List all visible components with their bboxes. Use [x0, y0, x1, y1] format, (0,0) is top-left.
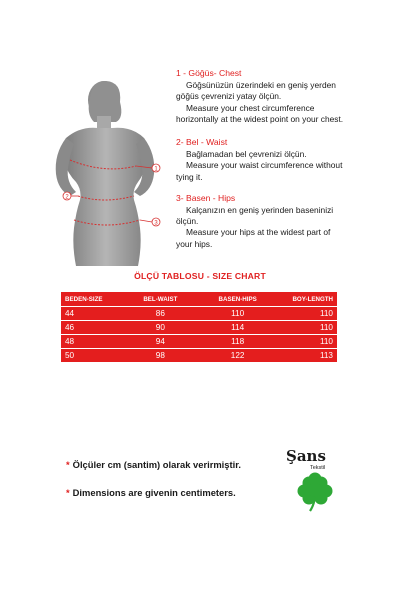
table-cell: 122	[230, 351, 245, 361]
instruction-hips	[176, 193, 376, 250]
instruction-chest	[176, 68, 376, 125]
clover-icon	[294, 471, 336, 513]
table-cell: 110	[199, 307, 276, 321]
table-cell: 110	[276, 321, 337, 335]
table-cell: 46	[61, 321, 122, 335]
size-chart-title: ÖLÇÜ TABLOSU - SIZE CHART	[134, 271, 266, 281]
instruction-line: Bağlamadan bel çevrenizi ölçün.	[186, 149, 307, 160]
table-cell: 50	[65, 351, 75, 361]
measurement-instructions	[176, 68, 376, 257]
asterisk: *	[66, 487, 70, 498]
table-cell: 113	[319, 351, 333, 361]
instruction-line: horizontally at the widest point on your chest.	[176, 113, 344, 124]
instruction-line: your hips.	[176, 238, 213, 249]
instruction-title: 1 - Göğüs- Chest	[176, 68, 242, 78]
table-row	[61, 321, 337, 335]
table-header-row	[61, 292, 337, 307]
note-turkish	[66, 459, 241, 470]
instruction-line: tying it.	[176, 171, 203, 182]
column-header: BEDEN-SIZE	[61, 292, 122, 307]
logo-subtitle: Tekstil	[310, 465, 326, 471]
note-text: Ölçüler cm (santim) olarak verirmiştir.	[72, 459, 241, 470]
instruction-line: ölçün.	[176, 216, 199, 227]
table-cell: 118	[199, 335, 276, 349]
table-row	[61, 349, 337, 362]
table-row	[61, 335, 337, 349]
instruction-waist	[176, 137, 376, 183]
table-cell: 110	[276, 335, 337, 349]
svg-text:2: 2	[65, 194, 69, 201]
size-chart-table	[61, 292, 337, 362]
instruction-line: Measure your chest circumference	[186, 102, 315, 113]
marker-waist	[63, 192, 71, 200]
table-cell: 90	[122, 321, 199, 335]
instruction-line: Measure your waist circumference without	[186, 160, 343, 171]
svg-text:3: 3	[154, 220, 158, 227]
table-cell: 44	[61, 307, 122, 321]
body-measurement-figure	[40, 78, 170, 268]
instruction-line: Kalçanızın en geniş yerinden baseninizi	[186, 205, 334, 216]
instruction-title: 2- Bel - Waist	[176, 137, 228, 148]
mannequin-silhouette	[40, 78, 170, 268]
table-cell: 114	[199, 321, 276, 335]
table-cell: 94	[122, 335, 199, 349]
brand-logo	[284, 447, 344, 517]
table-cell: 48	[61, 335, 122, 349]
note-text: Dimensions are givenin centimeters.	[72, 487, 236, 498]
instruction-line: göğüs çevrenizi yatay ölçün.	[176, 91, 282, 102]
column-header: BASEN-HIPS	[199, 292, 276, 307]
asterisk: *	[66, 459, 70, 470]
column-header: BOY-LENGTH	[276, 292, 337, 307]
table-row	[61, 307, 337, 321]
note-english	[66, 487, 236, 498]
instruction-title: 3- Basen - Hips	[176, 192, 236, 203]
table-cell: 86	[122, 307, 199, 321]
marker-hips	[152, 218, 160, 226]
table-cell: 110	[276, 307, 337, 321]
marker-chest	[152, 164, 160, 172]
column-header: BEL-WAIST	[122, 292, 199, 307]
instruction-line: Measure your hips at the widest part of	[186, 227, 331, 238]
table-cell: 98	[155, 351, 165, 361]
svg-text:1: 1	[154, 166, 158, 173]
logo-name: Şans	[286, 447, 326, 465]
instruction-line: Göğsünüzün üzerindeki en geniş yerden	[186, 80, 336, 91]
